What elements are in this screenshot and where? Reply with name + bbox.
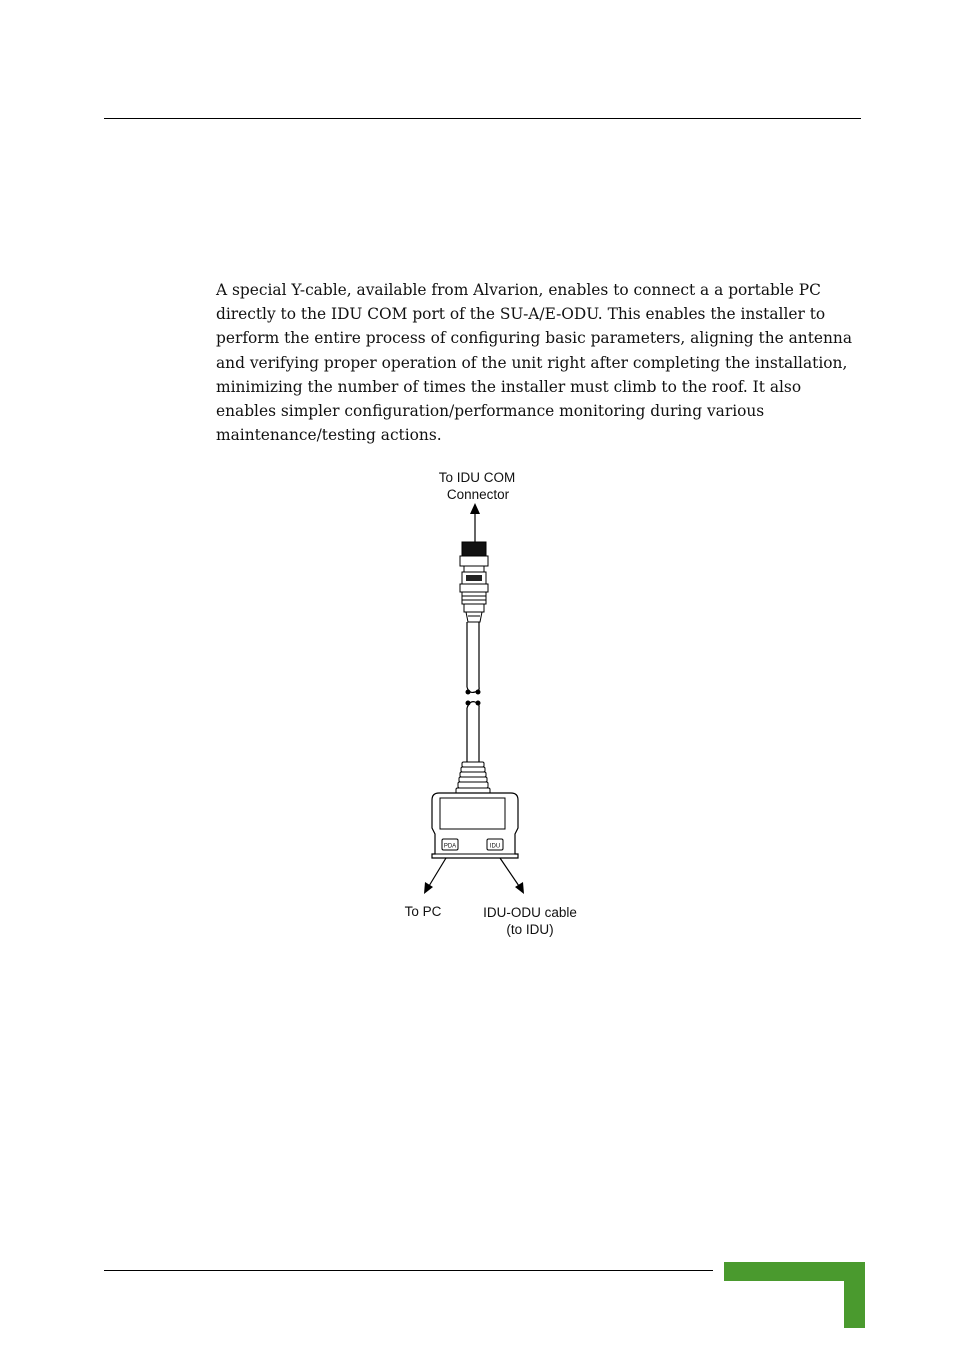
- header-rule: [104, 118, 861, 119]
- rj-connector-icon: [460, 542, 488, 622]
- page-corner-mark-icon: [724, 1262, 865, 1328]
- label-idu-odu-cable-line1: IDU-ODU cable: [483, 905, 577, 920]
- cable-break-icon: [466, 701, 481, 709]
- cable-lower-segment: [467, 708, 479, 762]
- body-paragraph: [216, 278, 856, 447]
- arrow-left-line: [429, 858, 446, 886]
- label-idu-odu-cable-line2: (to IDU): [506, 922, 554, 937]
- cable-upper-segment: [466, 622, 481, 695]
- y-cable-figure: [380, 462, 610, 947]
- paragraph-line: maintenance/testing actions.: [216, 426, 442, 445]
- label-to-pc: To PC: [404, 904, 442, 919]
- footer-rule: [104, 1270, 713, 1271]
- label-to-idu-com-line2: Connector: [446, 487, 510, 502]
- paragraph-line: A special Y-cable, available from Alvarion, enables to connect a a portable PC: [216, 281, 821, 299]
- paragraph-line: enables simpler configuration/performance monitoring during various: [216, 402, 765, 421]
- arrow-right-line: [500, 858, 519, 886]
- strain-relief-icon: [456, 762, 490, 794]
- arrow-up-head-icon: [470, 503, 480, 514]
- arrow-left-head-icon: [424, 882, 433, 894]
- port-label-idu: IDU: [489, 843, 501, 850]
- port-label-pda: PDA: [443, 843, 457, 850]
- arrow-right-head-icon: [515, 882, 524, 894]
- paragraph-line: minimizing the number of times the installer must climb to the roof. It also: [216, 377, 802, 396]
- paragraph-line: perform the entire process of configuring basic parameters, aligning the antenna: [216, 329, 853, 348]
- y-cable-diagram: [380, 462, 610, 947]
- paragraph-line: and verifying proper operation of the unit right after completing the installation,: [216, 353, 848, 372]
- paragraph-line: directly to the IDU COM port of the SU-A/E-ODU. This enables the installer to: [216, 305, 826, 324]
- label-to-idu-com-line1: To IDU COM: [438, 470, 516, 485]
